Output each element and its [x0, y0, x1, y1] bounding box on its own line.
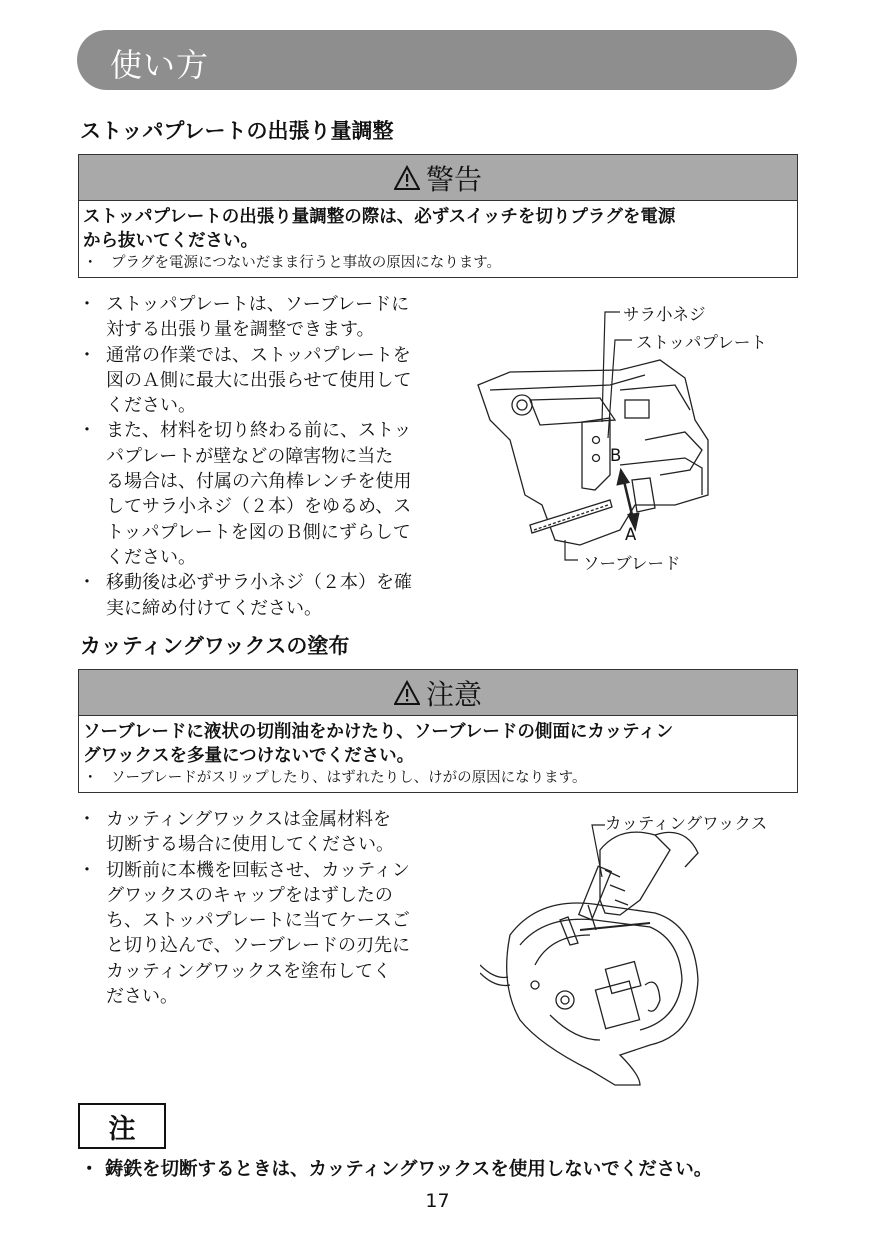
caution-note: ・ ソーブレードがスリップしたり、はずれたりし、けがの原因になります。	[83, 770, 587, 786]
page-title: 使い方	[110, 46, 210, 84]
wax-bullet-list	[78, 807, 468, 1009]
warning-text-line2: から抜いてください。	[83, 231, 258, 251]
warning-triangle-icon	[394, 165, 420, 191]
list-item: ・ ストッパプレートは、ソーブレードに 対する出張り量を調整できます。	[78, 294, 410, 341]
warning-header	[79, 155, 797, 201]
cutting-wax-illustration	[480, 805, 800, 1090]
callout-saw-blade: ソーブレード	[583, 554, 681, 573]
callout-screw: サラ小ネジ	[623, 305, 706, 324]
list-item: ・ 移動後は必ずサラ小ネジ（２本）を確 実に締め付けてください。	[78, 572, 412, 619]
note-label-box: 注	[78, 1103, 166, 1149]
section-title-wax: カッティングワックスの塗布	[80, 634, 350, 658]
list-item: ・ また、材料を切り終わる前に、ストッ パプレートが壁などの障害物に当た る場合は、付属の六角棒レンチを使用 してサラ小ネジ（２本）をゆるめ、ス トッパプレートを図のＢ側にずらして ください。	[78, 420, 412, 568]
warning-label: 警告	[425, 162, 482, 196]
page-number: 17	[425, 1190, 450, 1212]
caution-box	[78, 669, 798, 793]
warning-note: ・ プラグを電源につないだまま行うと事故の原因になります。	[83, 255, 502, 271]
header-banner	[77, 30, 797, 90]
caution-text-line2: グワックスを多量につけないでください。	[83, 746, 415, 766]
callout-stopper-plate: ストッパプレート	[636, 333, 767, 352]
note-text: ・ 鋳鉄を切断するときは、カッティングワックスを使用しないでください。	[80, 1159, 713, 1180]
caution-text-line1: ソーブレードに液状の切削油をかけたり、ソーブレードの側面にカッティン	[83, 722, 674, 742]
warning-box	[78, 154, 798, 278]
warning-text-line1: ストッパプレートの出張り量調整の際は、必ずスイッチを切りプラグを電源	[83, 207, 676, 227]
list-item: ・ 切断前に本機を回転させ、カッティン グワックスのキャップをはずしたの ち、ストッパプレートに当てケースご と切り込んで、ソーブレードの刃先に カッティングワックスを塗布してく ださい。	[78, 859, 411, 1008]
stopper-bullet-list	[78, 292, 468, 621]
list-item: ・ 通常の作業では、ストッパプレートを 図のＡ側に最大に出張らせて使用して ください。	[78, 344, 412, 417]
list-item: ・ カッティングワックスは金属材料を 切断する場合に使用してください。	[78, 809, 394, 856]
caution-header	[79, 670, 797, 716]
caution-label: 注意	[425, 677, 482, 711]
section-title-stopper: ストッパプレートの出張り量調整	[80, 119, 394, 143]
callout-b: B	[610, 446, 622, 465]
warning-triangle-icon	[394, 680, 420, 706]
callout-a: A	[625, 525, 637, 544]
callout-cutting-wax: カッティングワックス	[605, 814, 768, 833]
